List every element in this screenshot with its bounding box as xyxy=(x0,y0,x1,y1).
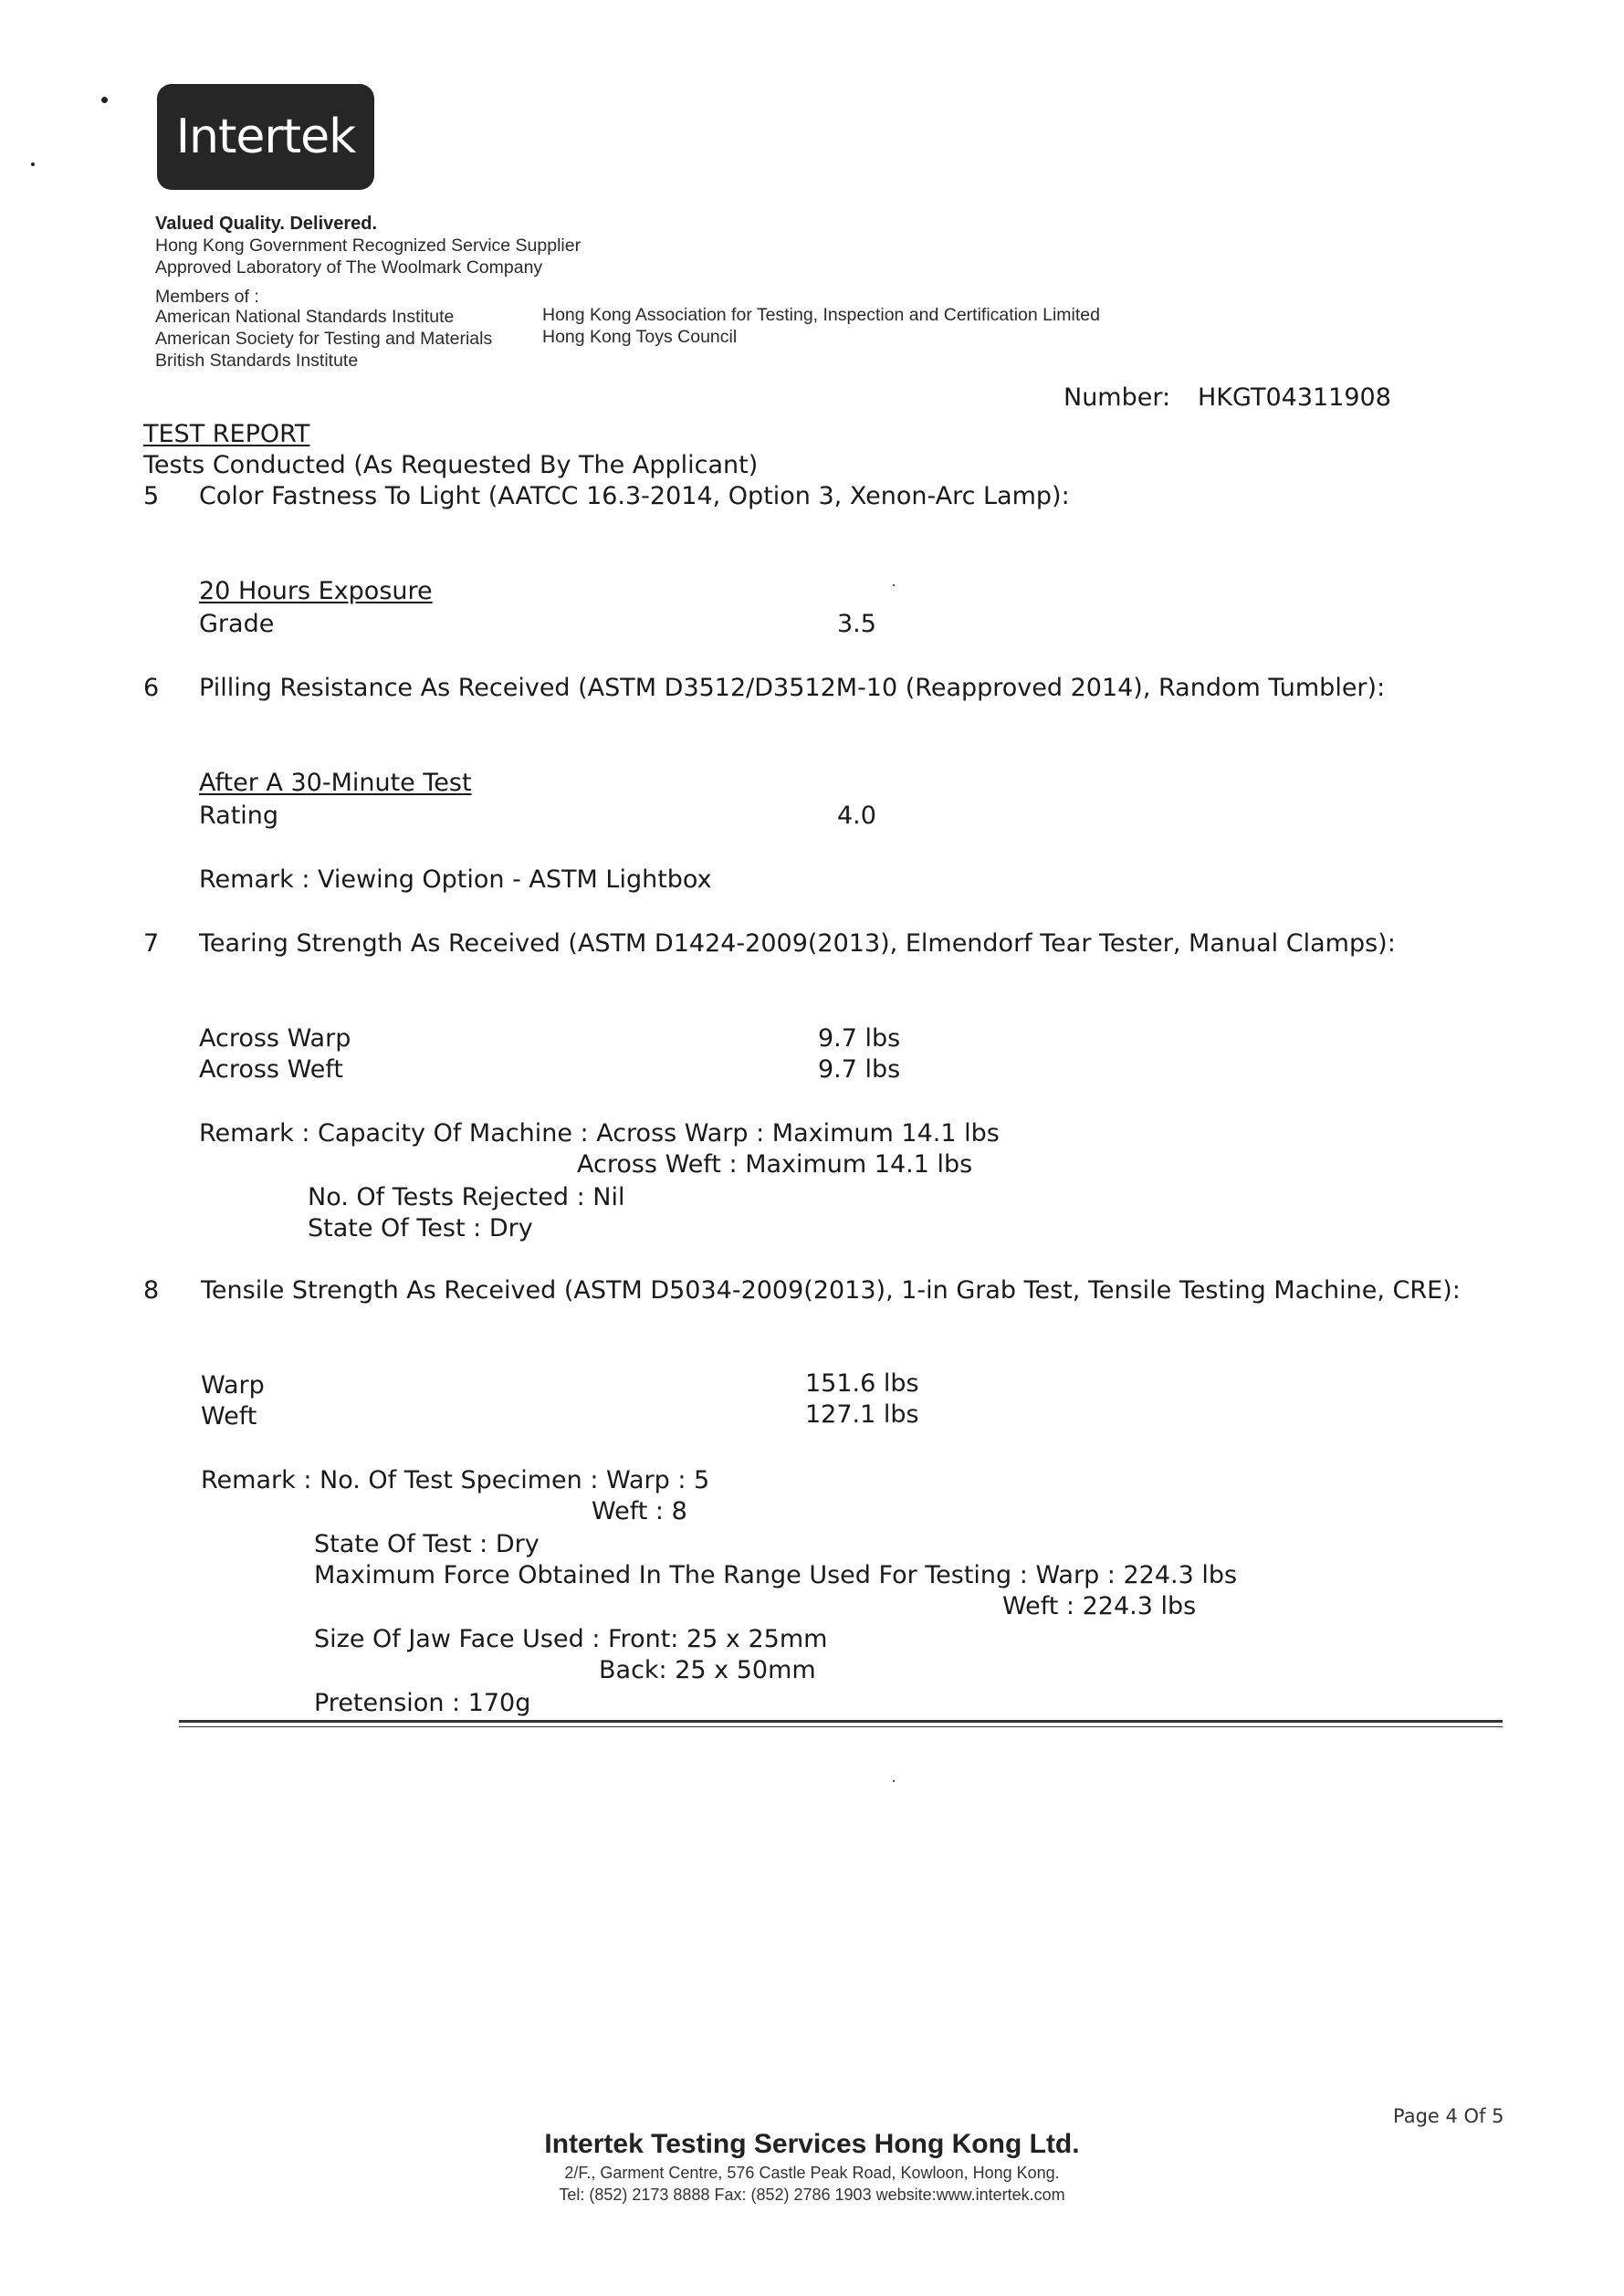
section-8-jaw-line-2: Back: 25 x 50mm xyxy=(599,1656,816,1684)
section-8-remark-line-2: Weft : 8 xyxy=(592,1497,687,1525)
scan-speck xyxy=(101,97,108,103)
section-5-subheading: 20 Hours Exposure xyxy=(199,577,433,605)
section-8-max-force-line-1: Maximum Force Obtained In The Range Used For Testing : Warp : 224.3 lbs xyxy=(314,1561,1238,1589)
footer-company: Intertek Testing Services Hong Kong Ltd. xyxy=(544,2129,1080,2159)
section-8-row-value: 151.6 lbs xyxy=(805,1369,919,1398)
member-left-1: American National Standards Institute xyxy=(155,307,455,327)
member-right-1: Hong Kong Association for Testing, Inspection and Certification Limited xyxy=(542,305,1100,325)
section-8-row-value: 127.1 lbs xyxy=(805,1400,919,1429)
section-5-number: 5 xyxy=(143,482,160,510)
section-7-state: State Of Test : Dry xyxy=(308,1214,533,1242)
section-7-row-label: Across Weft xyxy=(199,1055,343,1084)
section-6-row-label: Rating xyxy=(199,802,279,830)
accreditation-line-2: Approved Laboratory of The Woolmark Company xyxy=(155,257,543,278)
report-title: TEST REPORT xyxy=(143,420,310,448)
section-8-number: 8 xyxy=(143,1276,160,1305)
section-5-row-label: Grade xyxy=(199,610,275,638)
scan-speck xyxy=(893,584,895,586)
section-6-remark: Remark : Viewing Option - ASTM Lightbox xyxy=(199,865,712,894)
section-8-max-force-line-2: Weft : 224.3 lbs xyxy=(1002,1592,1197,1620)
section-7-title: Tearing Strength As Received (ASTM D1424-2009(2013), Elmendorf Tear Tester, Manual Clamps): xyxy=(199,929,1396,958)
scan-speck xyxy=(31,163,35,166)
section-7-rejected: No. Of Tests Rejected : Nil xyxy=(308,1183,625,1211)
section-6-number: 6 xyxy=(143,674,160,702)
section-7-row-label: Across Warp xyxy=(199,1024,351,1053)
report-number-label: Number: xyxy=(1063,383,1171,412)
intertek-logo xyxy=(157,84,374,190)
logo-text: Intertek xyxy=(175,110,356,164)
page-number: Page 4 Of 5 xyxy=(1393,2105,1504,2127)
accreditation-line-1: Hong Kong Government Recognized Service Supplier xyxy=(155,236,581,256)
report-subtitle: Tests Conducted (As Requested By The Applicant) xyxy=(143,451,759,479)
section-7-remark-line-1: Remark : Capacity Of Machine : Across Warp : Maximum 14.1 lbs xyxy=(199,1119,1000,1148)
section-8-row-label: Warp xyxy=(201,1371,265,1400)
divider-rule-bottom xyxy=(179,1726,1503,1727)
footer-contact: Tel: (852) 2173 8888 Fax: (852) 2786 1903 website:www.intertek.com xyxy=(559,2186,1065,2204)
section-5-row-value: 3.5 xyxy=(837,610,876,638)
section-6-title: Pilling Resistance As Received (ASTM D3512/D3512M-10 (Reapproved 2014), Random Tumbler): xyxy=(199,674,1386,702)
divider-rule-top xyxy=(179,1720,1503,1723)
report-number-value: HKGT04311908 xyxy=(1198,383,1391,412)
scan-speck xyxy=(893,1780,895,1782)
members-label: Members of : xyxy=(155,287,259,307)
tagline: Valued Quality. Delivered. xyxy=(155,214,378,234)
section-7-row-value: 9.7 lbs xyxy=(818,1024,901,1053)
member-left-2: American Society for Testing and Materials xyxy=(155,329,493,349)
section-7-row-value: 9.7 lbs xyxy=(818,1055,901,1084)
section-8-jaw-line-1: Size Of Jaw Face Used : Front: 25 x 25mm xyxy=(314,1625,828,1653)
footer-address: 2/F., Garment Centre, 576 Castle Peak Road, Kowloon, Hong Kong. xyxy=(564,2164,1060,2182)
section-8-pretension: Pretension : 170g xyxy=(314,1689,531,1717)
section-8-remark-line-1: Remark : No. Of Test Specimen : Warp : 5 xyxy=(201,1466,710,1494)
section-8-row-label: Weft xyxy=(201,1402,257,1431)
section-8-state: State Of Test : Dry xyxy=(314,1530,540,1558)
section-6-row-value: 4.0 xyxy=(837,802,876,830)
section-5-title: Color Fastness To Light (AATCC 16.3-2014, Option 3, Xenon-Arc Lamp): xyxy=(199,482,1070,510)
member-right-2: Hong Kong Toys Council xyxy=(542,327,738,347)
section-8-title: Tensile Strength As Received (ASTM D5034-2009(2013), 1-in Grab Test, Tensile Testing Machine, CRE): xyxy=(201,1276,1461,1305)
member-left-3: British Standards Institute xyxy=(155,351,359,371)
section-6-subheading: After A 30-Minute Test xyxy=(199,769,472,797)
section-7-number: 7 xyxy=(143,929,160,958)
section-7-remark-line-2: Across Weft : Maximum 14.1 lbs xyxy=(577,1150,973,1179)
